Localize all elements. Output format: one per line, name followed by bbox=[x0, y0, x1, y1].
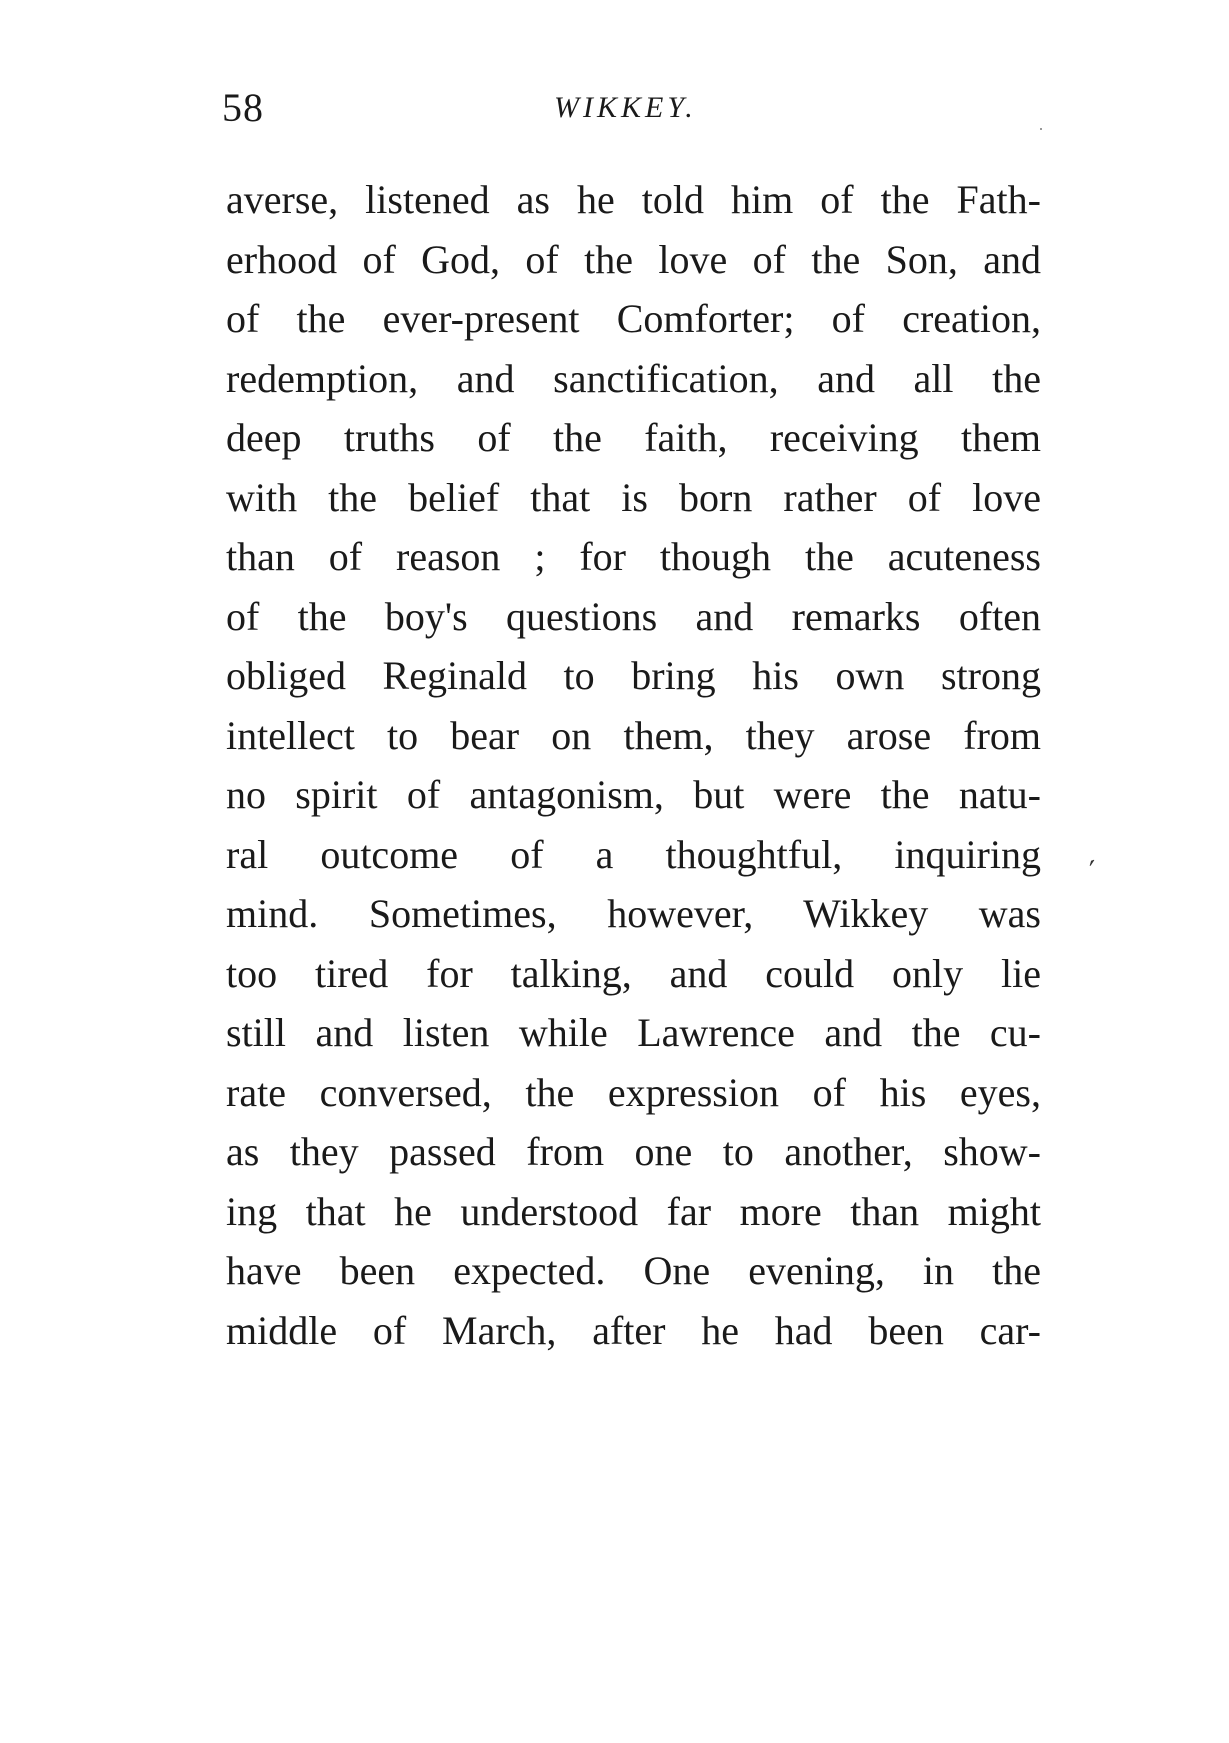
text-line: redemption, and sanctification, and all the bbox=[226, 355, 1041, 401]
running-head: WIKKEY. bbox=[554, 91, 697, 124]
text-line: than of reason ; for though the acuteness bbox=[226, 534, 1041, 579]
text-line: obliged Reginald to bring his own strong bbox=[226, 653, 1041, 698]
text-line: intellect to bear on them, they arose from bbox=[226, 712, 1041, 758]
text-line: of the ever-present Comforter; of creation, bbox=[226, 296, 1041, 341]
text-line: have been expected. One evening, in the bbox=[226, 1248, 1041, 1293]
page-header bbox=[222, 78, 1042, 138]
text-line: averse, listened as he told him of the Fath- bbox=[226, 177, 1041, 222]
text-line: with the belief that is born rather of love bbox=[226, 474, 1041, 520]
text-line: ing that he understood far more than might bbox=[226, 1188, 1041, 1234]
text-line: rate conversed, the expression of his eyes, bbox=[226, 1069, 1041, 1115]
body-text bbox=[226, 170, 1041, 1360]
text-line: erhood of God, of the love of the Son, and bbox=[226, 236, 1041, 282]
page-number: 58 bbox=[222, 85, 264, 130]
text-line: too tired for talking, and could only lie bbox=[226, 950, 1041, 996]
text-line: middle of March, after he had been car- bbox=[226, 1307, 1041, 1353]
text-line: ral outcome of a thoughtful, inquiring bbox=[226, 831, 1041, 877]
print-speck bbox=[1040, 128, 1042, 130]
text-line: mind. Sometimes, however, Wikkey was bbox=[226, 891, 1041, 936]
text-line: of the boy's questions and remarks often bbox=[226, 593, 1041, 639]
margin-mark-icon: ˊ bbox=[1084, 854, 1106, 889]
text-line: no spirit of antagonism, but were the natu- bbox=[226, 772, 1041, 817]
text-line: as they passed from one to another, show- bbox=[226, 1129, 1041, 1174]
text-line: deep truths of the faith, receiving them bbox=[226, 415, 1041, 460]
text-line: still and listen while Lawrence and the cu- bbox=[226, 1010, 1041, 1055]
